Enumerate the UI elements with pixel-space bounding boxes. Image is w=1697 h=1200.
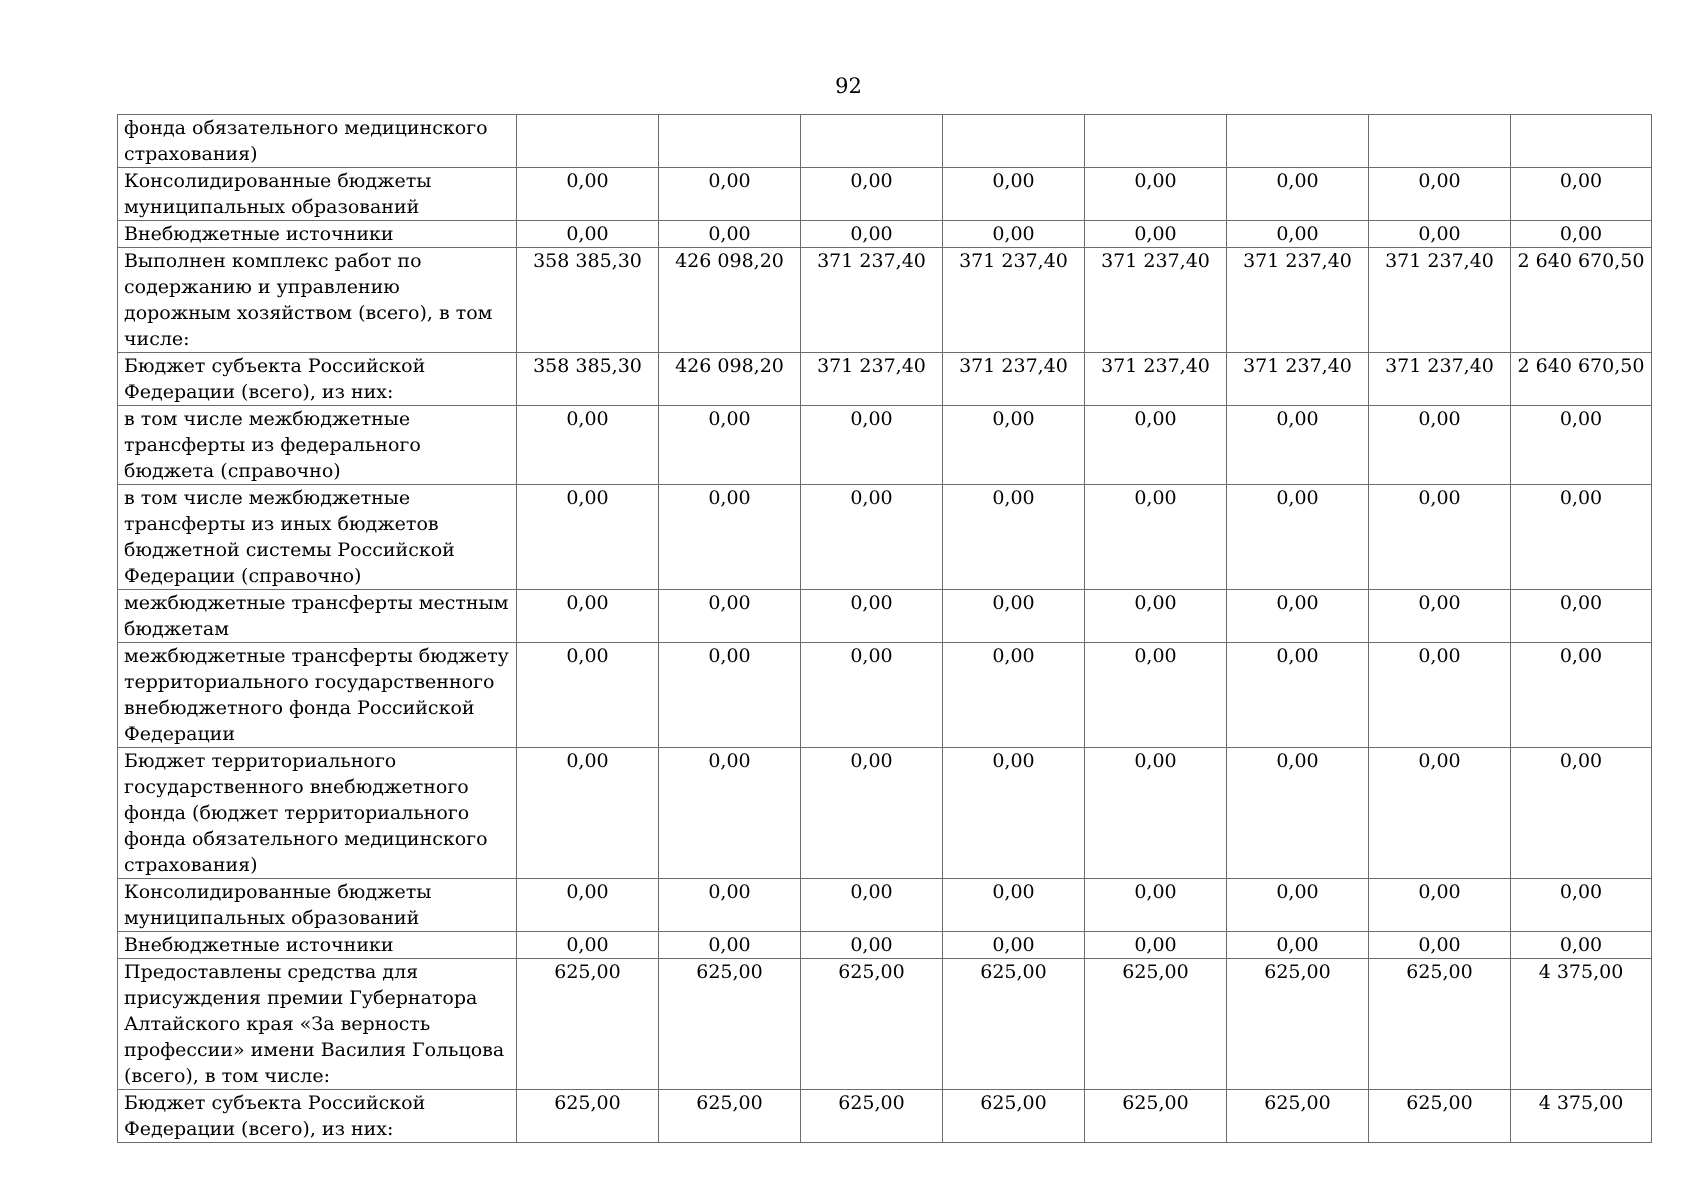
value-col-3-cell: 371 237,40 [801, 353, 943, 406]
value-col-5-cell: 0,00 [1085, 406, 1227, 485]
value-col-6-cell: 625,00 [1227, 959, 1369, 1090]
value-col-6-cell: 0,00 [1227, 590, 1369, 643]
value-col-5-cell: 0,00 [1085, 590, 1227, 643]
total-col-cell: 2 640 670,50 [1511, 248, 1652, 353]
total-col-cell: 4 375,00 [1511, 959, 1652, 1090]
value-col-2-cell: 0,00 [659, 590, 801, 643]
value-col-2-cell: 625,00 [659, 959, 801, 1090]
total-col-cell: 0,00 [1511, 643, 1652, 748]
value-col-2-cell: 426 098,20 [659, 353, 801, 406]
value-col-7-cell [1369, 115, 1511, 168]
value-col-6-cell: 371 237,40 [1227, 248, 1369, 353]
value-col-3-cell: 0,00 [801, 590, 943, 643]
value-col-6-cell: 0,00 [1227, 932, 1369, 959]
row-label: Бюджет территориального государственного внебюджетного фонда (бюджет территориального фонда обязательного медицинского страхования) [118, 748, 517, 879]
row-label: в том числе межбюджетные трансферты из федерального бюджета (справочно) [118, 406, 517, 485]
value-col-6-cell: 0,00 [1227, 221, 1369, 248]
value-col-1-cell: 358 385,30 [517, 353, 659, 406]
total-col-cell: 0,00 [1511, 221, 1652, 248]
value-col-4-cell: 625,00 [943, 1090, 1085, 1143]
row-label: межбюджетные трансферты бюджету территориального государственного внебюджетного фонда Российской Федерации [118, 643, 517, 748]
value-col-2-cell: 0,00 [659, 168, 801, 221]
table-row [118, 643, 1652, 748]
value-col-4-cell: 0,00 [943, 748, 1085, 879]
value-col-4-cell: 0,00 [943, 879, 1085, 932]
value-col-3-cell [801, 115, 943, 168]
total-col-cell: 0,00 [1511, 485, 1652, 590]
value-col-7-cell: 0,00 [1369, 485, 1511, 590]
value-col-5-cell: 0,00 [1085, 643, 1227, 748]
value-col-4-cell [943, 115, 1085, 168]
value-col-7-cell: 371 237,40 [1369, 353, 1511, 406]
total-col-cell: 2 640 670,50 [1511, 353, 1652, 406]
value-col-1-cell: 0,00 [517, 168, 659, 221]
value-col-5-cell: 0,00 [1085, 748, 1227, 879]
value-col-4-cell: 0,00 [943, 168, 1085, 221]
value-col-3-cell: 625,00 [801, 959, 943, 1090]
budget-table [117, 114, 1652, 1143]
value-col-1-cell: 0,00 [517, 643, 659, 748]
value-col-3-cell: 0,00 [801, 406, 943, 485]
value-col-2-cell: 0,00 [659, 485, 801, 590]
value-col-2-cell: 0,00 [659, 221, 801, 248]
value-col-7-cell: 0,00 [1369, 590, 1511, 643]
table-row [118, 485, 1652, 590]
table-row [118, 115, 1652, 168]
value-col-6-cell: 0,00 [1227, 406, 1369, 485]
value-col-1-cell: 358 385,30 [517, 248, 659, 353]
value-col-7-cell: 625,00 [1369, 959, 1511, 1090]
value-col-1-cell: 0,00 [517, 932, 659, 959]
value-col-6-cell: 0,00 [1227, 748, 1369, 879]
value-col-5-cell: 371 237,40 [1085, 248, 1227, 353]
page-number: 92 [835, 74, 862, 98]
value-col-7-cell: 625,00 [1369, 1090, 1511, 1143]
value-col-7-cell: 0,00 [1369, 406, 1511, 485]
value-col-6-cell: 0,00 [1227, 485, 1369, 590]
value-col-6-cell: 0,00 [1227, 168, 1369, 221]
table-row [118, 932, 1652, 959]
value-col-2-cell: 0,00 [659, 643, 801, 748]
value-col-5-cell: 625,00 [1085, 1090, 1227, 1143]
value-col-3-cell: 0,00 [801, 879, 943, 932]
row-label: Бюджет субъекта Российской Федерации (всего), из них: [118, 1090, 517, 1143]
value-col-3-cell: 371 237,40 [801, 248, 943, 353]
row-label: Внебюджетные источники [118, 221, 517, 248]
row-label: в том числе межбюджетные трансферты из иных бюджетов бюджетной системы Российской Федерации (справочно) [118, 485, 517, 590]
value-col-3-cell: 0,00 [801, 643, 943, 748]
value-col-5-cell: 371 237,40 [1085, 353, 1227, 406]
value-col-7-cell: 0,00 [1369, 168, 1511, 221]
value-col-1-cell: 0,00 [517, 221, 659, 248]
row-label: Предоставлены средства для присуждения премии Губернатора Алтайского края «За верность профессии» имени Василия Гольцова (всего), в том числе: [118, 959, 517, 1090]
value-col-7-cell: 0,00 [1369, 643, 1511, 748]
value-col-1-cell: 625,00 [517, 1090, 659, 1143]
table-row [118, 353, 1652, 406]
value-col-3-cell: 0,00 [801, 748, 943, 879]
table-row [118, 590, 1652, 643]
value-col-6-cell: 0,00 [1227, 879, 1369, 932]
value-col-2-cell: 0,00 [659, 932, 801, 959]
value-col-1-cell: 0,00 [517, 590, 659, 643]
table-row [118, 248, 1652, 353]
table-row [118, 168, 1652, 221]
value-col-2-cell [659, 115, 801, 168]
value-col-4-cell: 0,00 [943, 643, 1085, 748]
value-col-1-cell: 0,00 [517, 485, 659, 590]
total-col-cell: 0,00 [1511, 748, 1652, 879]
row-label: межбюджетные трансферты местным бюджетам [118, 590, 517, 643]
row-label: Внебюджетные источники [118, 932, 517, 959]
value-col-1-cell: 0,00 [517, 879, 659, 932]
value-col-2-cell: 0,00 [659, 879, 801, 932]
total-col-cell: 0,00 [1511, 406, 1652, 485]
value-col-5-cell [1085, 115, 1227, 168]
value-col-7-cell: 371 237,40 [1369, 248, 1511, 353]
total-col-cell [1511, 115, 1652, 168]
value-col-7-cell: 0,00 [1369, 932, 1511, 959]
value-col-1-cell [517, 115, 659, 168]
value-col-2-cell: 0,00 [659, 748, 801, 879]
value-col-6-cell: 0,00 [1227, 643, 1369, 748]
value-col-7-cell: 0,00 [1369, 748, 1511, 879]
value-col-5-cell: 625,00 [1085, 959, 1227, 1090]
total-col-cell: 0,00 [1511, 932, 1652, 959]
table-body [118, 115, 1652, 1143]
value-col-7-cell: 0,00 [1369, 221, 1511, 248]
value-col-3-cell: 625,00 [801, 1090, 943, 1143]
total-col-cell: 4 375,00 [1511, 1090, 1652, 1143]
total-col-cell: 0,00 [1511, 168, 1652, 221]
row-label: Выполнен комплекс работ по содержанию и управлению дорожным хозяйством (всего), в том числе: [118, 248, 517, 353]
row-label: Бюджет субъекта Российской Федерации (всего), из них: [118, 353, 517, 406]
table-row [118, 406, 1652, 485]
value-col-4-cell: 0,00 [943, 932, 1085, 959]
value-col-1-cell: 0,00 [517, 748, 659, 879]
value-col-4-cell: 625,00 [943, 959, 1085, 1090]
value-col-1-cell: 0,00 [517, 406, 659, 485]
value-col-5-cell: 0,00 [1085, 879, 1227, 932]
value-col-3-cell: 0,00 [801, 485, 943, 590]
value-col-2-cell: 426 098,20 [659, 248, 801, 353]
table-row [118, 221, 1652, 248]
value-col-2-cell: 625,00 [659, 1090, 801, 1143]
table-row [118, 1090, 1652, 1143]
value-col-7-cell: 0,00 [1369, 879, 1511, 932]
value-col-4-cell: 371 237,40 [943, 248, 1085, 353]
value-col-4-cell: 0,00 [943, 485, 1085, 590]
value-col-3-cell: 0,00 [801, 168, 943, 221]
row-label: Консолидированные бюджеты муниципальных образований [118, 879, 517, 932]
row-label: фонда обязательного медицинского страхования) [118, 115, 517, 168]
value-col-4-cell: 0,00 [943, 590, 1085, 643]
value-col-5-cell: 0,00 [1085, 221, 1227, 248]
value-col-6-cell: 371 237,40 [1227, 353, 1369, 406]
value-col-2-cell: 0,00 [659, 406, 801, 485]
row-label: Консолидированные бюджеты муниципальных образований [118, 168, 517, 221]
value-col-5-cell: 0,00 [1085, 168, 1227, 221]
value-col-3-cell: 0,00 [801, 221, 943, 248]
table-row [118, 959, 1652, 1090]
total-col-cell: 0,00 [1511, 590, 1652, 643]
value-col-4-cell: 0,00 [943, 221, 1085, 248]
value-col-3-cell: 0,00 [801, 932, 943, 959]
value-col-5-cell: 0,00 [1085, 485, 1227, 590]
table-row [118, 748, 1652, 879]
value-col-4-cell: 371 237,40 [943, 353, 1085, 406]
value-col-6-cell [1227, 115, 1369, 168]
table-row [118, 879, 1652, 932]
value-col-5-cell: 0,00 [1085, 932, 1227, 959]
value-col-6-cell: 625,00 [1227, 1090, 1369, 1143]
value-col-1-cell: 625,00 [517, 959, 659, 1090]
total-col-cell: 0,00 [1511, 879, 1652, 932]
value-col-4-cell: 0,00 [943, 406, 1085, 485]
